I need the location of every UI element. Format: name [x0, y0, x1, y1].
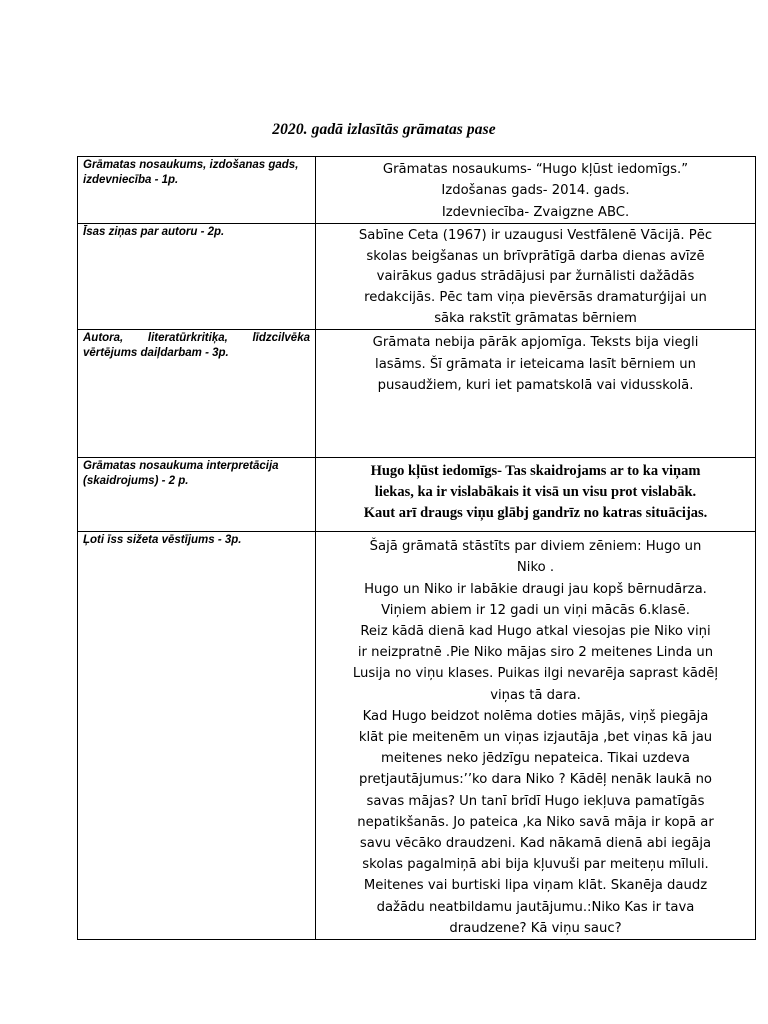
- table-row: [78, 330, 756, 458]
- content-line: Kaut arī draugs viņu glābj gandrīz no katras situācijas.: [363, 505, 708, 522]
- content-line: Niko .: [516, 560, 555, 576]
- content-line: Reiz kādā dienā kad Hugo atkal viesojas pie Niko viņi: [360, 624, 711, 639]
- row-label: Ļoti īss sižeta vēstījums - 3p.: [78, 532, 316, 940]
- content-line: vairākus gadus strādājusi par žurnālisti dažādās: [376, 269, 695, 285]
- content-line: klāt pie meitenēm un viņas izjautāja ,bet viņas kā jau: [358, 730, 713, 746]
- content-line: savu vēcāko draudzeni. Kad nākamā dienā abi iegāja: [359, 836, 712, 852]
- table-row: [78, 458, 756, 532]
- table-row: [78, 532, 756, 940]
- content-line: pusaudžiem, kuri iet pamatskolā vai vidusskolā.: [377, 378, 694, 394]
- row-label: Grāmatas nosaukuma interpretācija (skaidrojums) - 2 p.: [78, 458, 316, 532]
- document-title: 2020. gadā izlasītās grāmatas pase: [272, 121, 496, 138]
- row-content: [316, 157, 756, 224]
- content-line: skolas beigšanas un brīvprātīgā darba dienas avīzē: [366, 248, 705, 264]
- content-line: redakcijās. Pēc tam viņa pievērsās dramaturģijai un: [364, 290, 707, 305]
- content-line: Lusija no viņu klases. Puikas ilgi nevarēja saprast kādēļ: [352, 666, 719, 682]
- content-line: Izdevniecība- Zvaigzne ABC.: [441, 204, 630, 220]
- table-row: [78, 224, 756, 330]
- content-line: Izdošanas gads- 2014. gads.: [441, 183, 630, 199]
- content-line: Meitenes vai burtiski lipa viņam klāt. Skanēja daudz: [363, 878, 708, 894]
- content-line: savas mājas? Un tanī brīdī Hugo iekļuva pamatīgās: [366, 793, 705, 809]
- content-line: draudzene? Kā viņu sauc?: [449, 920, 622, 936]
- row-label: Autora, literatūrkritiķa, līdzcilvēka vērtējums daiļdarbam - 3p.: [78, 330, 316, 458]
- content-line: sāka rakstīt grāmatas bērniem: [434, 310, 637, 326]
- content-line: pretjautājumus:’’ko dara Niko ? Kādēļ nenāk laukā no: [358, 772, 713, 788]
- content-line: Grāmatas nosaukums- “Hugo kļūst iedomīgs.”: [382, 162, 689, 177]
- content-line: Sabīne Ceta (1967) ir uzaugusi Vestfālenē Vācijā. Pēc: [358, 228, 713, 244]
- content-line: meitenes neko jēdzīgu nepateica. Tikai uzdeva: [381, 751, 690, 767]
- content-line: ir neizpratnē .Pie Niko mājas siro 2 meitenes Linda un: [357, 645, 714, 661]
- row-label: Grāmatas nosaukums, izdošanas gads, izdevniecība - 1p.: [78, 157, 316, 224]
- content-line: skolas pagalmiņā abi bija kļuvuši par meiteņu mīluli.: [362, 857, 709, 873]
- content-line: Hugo un Niko ir labākie draugi jau kopš bērnudārza.: [364, 581, 707, 597]
- row-content: [316, 330, 756, 458]
- content-line: Kad Hugo beidzot nolēma doties mājās, viņš piegāja: [362, 708, 709, 724]
- content-line: nepatikšanās. Jo pateica ,ka Niko savā māja ir kopā ar: [357, 814, 714, 830]
- book-passport-table: [77, 156, 756, 940]
- row-content: [316, 224, 756, 330]
- table-row: [78, 157, 756, 224]
- content-line: viņas tā dara.: [490, 687, 581, 703]
- content-line: lasāms. Šī grāmata ir ieteicama lasīt bērniem un: [375, 356, 696, 372]
- content-line: Grāmata nebija pārāk apjomīga. Teksts bija viegli: [372, 335, 699, 351]
- content-line: Hugo kļūst iedomīgs- Tas skaidrojams ar to ka viņam: [370, 463, 701, 480]
- content-line: dažādu neatbildamu jautājumu.:Niko Kas ir tava: [376, 899, 695, 915]
- row-label: Īsas ziņas par autoru - 2p.: [78, 224, 316, 330]
- content-line: Viņiem abiem ir 12 gadi un viņi mācās 6.klasē.: [381, 602, 690, 618]
- content-line: liekas, ka ir vislabākais it visā un visu prot vislabāk.: [374, 484, 697, 501]
- row-content: [316, 532, 756, 940]
- row-content: [316, 458, 756, 532]
- content-line: Šajā grāmatā stāstīts par diviem zēniem: Hugo un: [369, 539, 702, 555]
